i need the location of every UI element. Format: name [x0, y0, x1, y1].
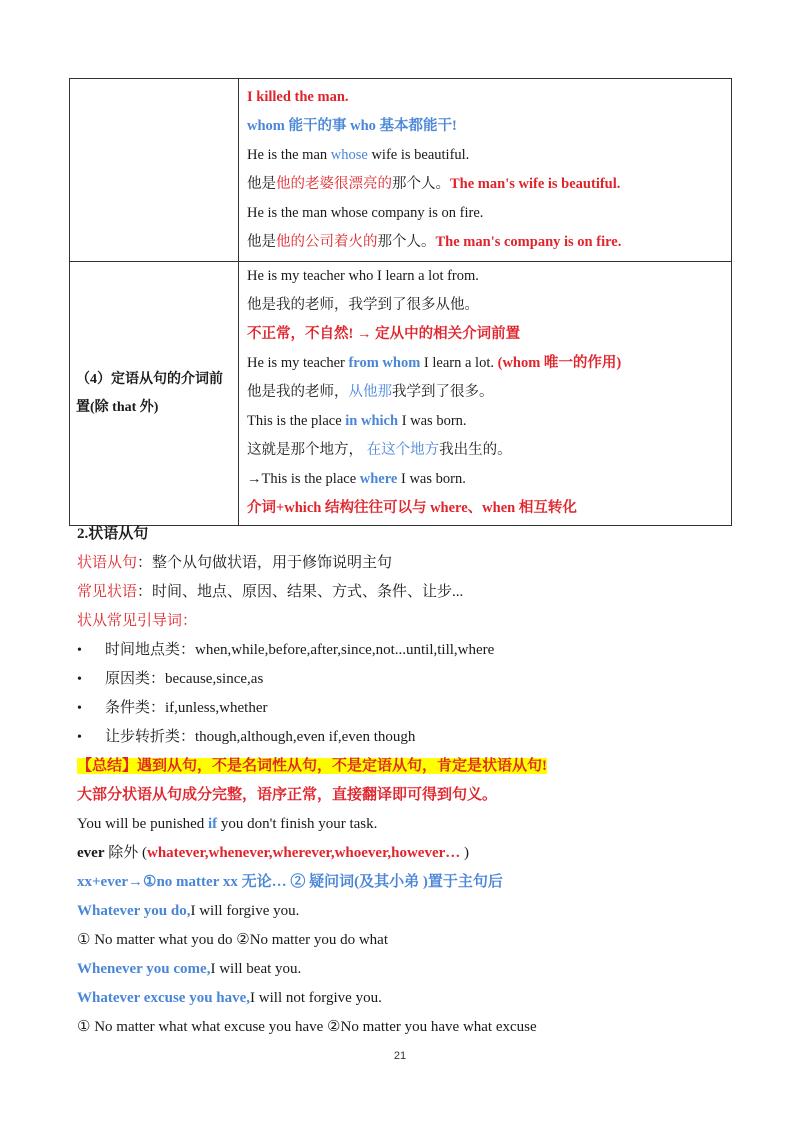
text-line — [77, 549, 737, 578]
text-line — [77, 752, 737, 781]
text-segment: 他是我的老师，我学到了很多从他。 — [247, 297, 479, 313]
example-line — [239, 228, 731, 257]
example-line — [239, 320, 731, 349]
example-line — [239, 407, 731, 436]
text-line — [77, 868, 737, 897]
text-line — [77, 926, 737, 955]
bullet-icon: • — [77, 672, 82, 687]
text-segment: you don't finish your task. — [217, 816, 378, 832]
text-segment: ever — [77, 845, 105, 861]
row-label-line-2: 置(除 that 外) — [76, 399, 159, 415]
text-segment: 我学到了很多。 — [392, 384, 494, 400]
text-segment: 不正常，不自然! → 定从中的相关介词前置 — [247, 326, 521, 342]
text-segment: ① No matter what what excuse you have ②No matter you have what excuse — [77, 1019, 537, 1035]
example-line — [239, 262, 731, 291]
example-line — [239, 494, 731, 523]
example-line — [239, 349, 731, 378]
example-line — [239, 83, 731, 112]
text-segment: The man's company is on fire. — [435, 234, 622, 250]
text-line — [77, 1013, 737, 1042]
text-segment: 2.状语从句 — [77, 526, 149, 542]
text-segment: 他是 — [247, 234, 276, 250]
text-segment: He is the man whose company is on fire. — [247, 205, 484, 221]
text-segment: 从他那 — [348, 384, 392, 400]
text-segment: I was born. — [397, 471, 466, 487]
list-item — [77, 636, 737, 665]
text-segment: ① No matter what you do ②No matter you do what — [77, 932, 389, 948]
text-segment: I will forgive you. — [190, 903, 300, 919]
text-segment: This is the place — [247, 413, 346, 429]
text-segment: I will beat you. — [210, 961, 302, 977]
text-segment: xx+ever→①no matter xx 无论… ② 疑问词(及其小弟 )置于主句后 — [77, 874, 503, 890]
bullet-icon: • — [77, 730, 82, 745]
text-segment: He is my teacher who I learn a lot from. — [247, 268, 479, 284]
grammar-table — [69, 78, 732, 526]
text-segment: I learn a lot. — [420, 355, 498, 371]
text-segment: 他的公司着火的 — [276, 234, 378, 250]
text-line — [77, 520, 737, 549]
text-segment: I killed the man. — [247, 89, 349, 105]
text-segment: 介词+which 结构往往可以与 where、when 相互转化 — [247, 500, 577, 516]
text-segment: 他的老婆很漂亮的 — [276, 176, 392, 192]
text-segment: whatever,whenever,wherever,whoever,however… — [146, 845, 461, 861]
text-line — [77, 897, 737, 926]
list-item — [77, 694, 737, 723]
example-line — [239, 465, 731, 494]
table-cell-examples — [239, 79, 732, 262]
text-segment: 那个人。 — [392, 176, 450, 192]
row2-content — [239, 262, 731, 525]
text-segment: ：时间、地点、原因、结果、方式、条件、让步... — [137, 584, 464, 600]
example-line — [239, 141, 731, 170]
text-segment: 那个人。 — [377, 234, 436, 250]
text-segment: ) — [460, 845, 470, 861]
list-item-text — [105, 694, 267, 723]
text-segment: 常见状语 — [77, 584, 138, 600]
text-segment: Whatever you do, — [77, 903, 191, 919]
list-item-text — [105, 665, 263, 694]
bullet-icon: • — [77, 643, 82, 658]
text-segment: whom 能干的事 who 基本都能干! — [247, 118, 457, 134]
text-line — [77, 781, 737, 810]
text-segment: (whom 唯一的作用) — [497, 355, 622, 371]
text-segment: where — [359, 471, 398, 487]
text-segment: whose — [330, 147, 368, 163]
example-line — [239, 170, 731, 199]
text-line — [77, 607, 737, 636]
text-segment: if — [208, 816, 218, 832]
example-line — [239, 112, 731, 141]
table-row — [70, 262, 732, 526]
text-line — [77, 810, 737, 839]
list-item — [77, 723, 737, 752]
example-line — [239, 436, 731, 465]
text-segment: Whenever you come, — [77, 961, 211, 977]
text-segment: He is my teacher — [247, 355, 349, 371]
text-segment: 状从常见引导词： — [77, 613, 198, 629]
text-segment: The man's wife is beautiful. — [450, 176, 621, 192]
text-segment: I was born. — [398, 413, 467, 429]
text-line — [77, 578, 737, 607]
text-segment: 他是 — [247, 176, 276, 192]
text-segment: 除外 ( — [104, 845, 147, 861]
text-segment: 条件类：if,unless,whether — [105, 700, 268, 716]
text-segment: I will not forgive you. — [250, 990, 382, 1006]
adverbial-clause-section — [77, 520, 737, 1042]
text-segment: He is the man — [247, 147, 331, 163]
list-item-text — [105, 636, 494, 665]
table-row — [70, 79, 732, 262]
text-segment: 我出生的。 — [439, 442, 512, 458]
text-segment: 【总结】遇到从句，不是名词性从句，不是定语从句，肯定是状语从句! — [77, 758, 547, 774]
text-segment: ：整个从句做状语，用于修饰说明主句 — [137, 555, 393, 571]
text-segment: Whatever excuse you have, — [77, 990, 251, 1006]
text-segment: in which — [345, 413, 399, 429]
text-segment: 在这个地方 — [366, 442, 440, 458]
table-cell-label — [70, 262, 239, 526]
text-segment: 原因类：because,since,as — [105, 671, 264, 687]
text-segment: 让步转折类：though,although,even if,even though — [105, 729, 416, 745]
text-segment: 状语从句 — [77, 555, 138, 571]
text-segment: You will be punished — [77, 816, 208, 832]
list-item — [77, 665, 737, 694]
example-line — [239, 378, 731, 407]
row1-content — [239, 79, 731, 261]
text-segment: 大部分状语从句成分完整，语序正常，直接翻译即可得到句义。 — [77, 787, 498, 803]
text-line — [77, 955, 737, 984]
row-label-line-1: （4）定语从句的介词前 — [76, 371, 223, 387]
example-line — [239, 291, 731, 320]
bullet-icon: • — [77, 701, 82, 716]
example-line — [239, 199, 731, 228]
text-segment: 时间地点类：when,while,before,after,since,not...until,till,where — [105, 642, 495, 658]
table-cell-empty — [70, 79, 239, 262]
text-segment: 这就是那个地方， — [247, 442, 367, 458]
table-cell-examples — [239, 262, 732, 526]
text-segment: from whom — [348, 355, 421, 371]
text-segment: 他是我的老师， — [247, 384, 349, 400]
text-line — [77, 984, 737, 1013]
text-segment: →This is the place — [247, 471, 360, 487]
list-item-text — [105, 723, 415, 752]
text-segment: wife is beautiful. — [367, 147, 470, 163]
page-number: 21 — [393, 1050, 407, 1062]
text-line — [77, 839, 737, 868]
